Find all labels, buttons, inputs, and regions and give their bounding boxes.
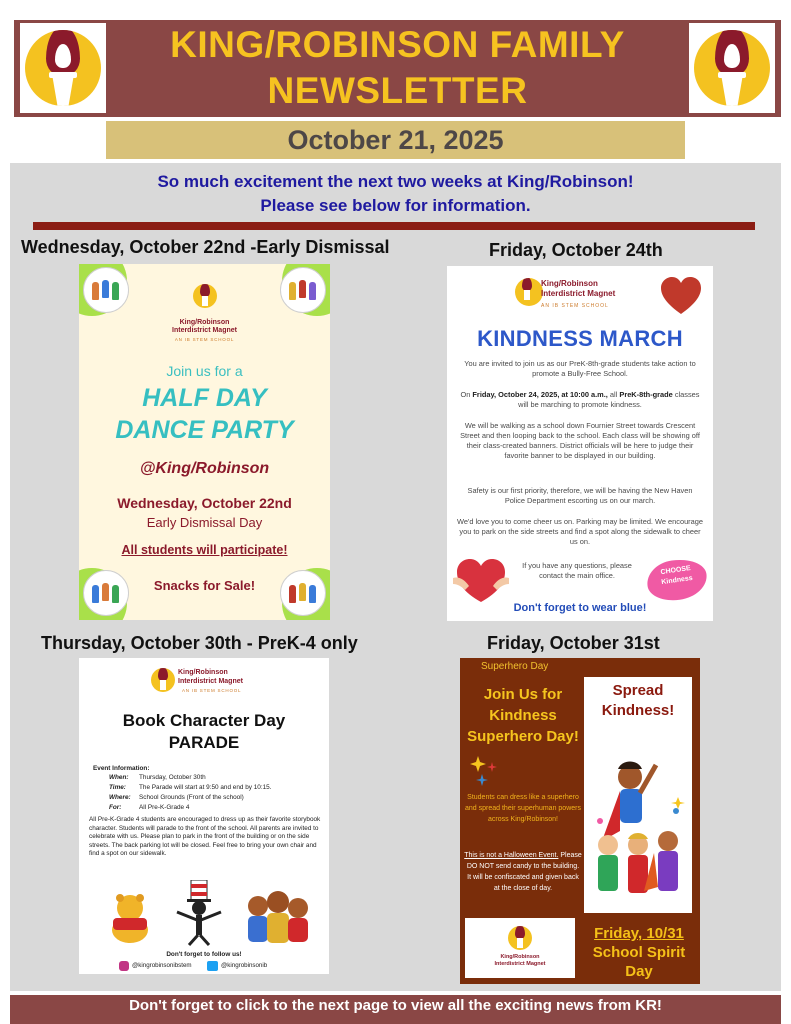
time-value: The Parade will start at 9:50 and end by 10:15.: [139, 784, 272, 791]
flyer-paragraph: You are invited to join us as our PreK-8th-grade students take action to promote a Bully-Free School.: [464, 359, 696, 378]
school-name: King/Robinson Interdistrict Magnet: [172, 319, 237, 334]
spread-kindness-panel: [584, 677, 692, 913]
school-tagline: AN IB STEM SCHOOL: [182, 688, 242, 693]
kindness-march-flyer[interactable]: [447, 266, 713, 621]
hugging-heart-icon: [451, 556, 511, 604]
when-label: When:: [109, 774, 129, 781]
flyer-join-text: Join us for a: [166, 363, 243, 379]
dancing-kids-image: [83, 570, 129, 616]
spread-kindness-text: Spread Kindness!: [601, 682, 675, 719]
school-tagline: AN IB STEM SCHOOL: [541, 303, 609, 309]
flyer-paragraph: On Friday, October 24, 2025, at 10:00 a.m., all PreK-8th-grade classes will be marching to promote kindness.: [460, 390, 700, 409]
heading-oct-31: Friday, October 31st: [487, 633, 660, 653]
section-divider: [33, 222, 755, 230]
school-logo-right: [689, 23, 775, 113]
torch-icon: [25, 30, 101, 106]
school-logo-box: [465, 918, 575, 978]
half-day-dance-party-flyer[interactable]: [79, 264, 330, 620]
next-page-footer[interactable]: Don't forget to click to the next page to view all the exciting news from KR!: [10, 995, 781, 1024]
for-value: All Pre-K-Grade 4: [139, 804, 190, 811]
time-label: Time:: [109, 784, 126, 791]
newsletter-title: KING/ROBINSON FAMILY NEWSLETTER: [170, 24, 625, 111]
heart-icon: [659, 276, 703, 316]
newsletter-date: October 21, 2025: [106, 121, 685, 159]
heading-oct-24: Friday, October 24th: [489, 240, 663, 260]
flyer-tag: Superhero Day: [481, 661, 549, 672]
flyer-title: KINDNESS MARCH: [477, 326, 683, 351]
when-value: Thursday, October 30th: [139, 774, 206, 781]
instagram-handle[interactable]: @kingrobinsonibstem: [132, 962, 192, 969]
flyer-early-dismissal: Early Dismissal Day: [146, 515, 263, 530]
berenstain-bears-image: [244, 888, 314, 944]
flyer-paragraph: If you have any questions, please contact the main office.: [522, 561, 632, 580]
dancing-kids-image: [280, 267, 326, 313]
spirit-day-text: Friday, 10/31 School Spirit Day: [592, 925, 686, 980]
torch-icon: [193, 284, 217, 308]
flyer-date: Wednesday, October 22nd: [117, 495, 292, 511]
torch-icon: [508, 926, 532, 950]
flyer-handle: @King/Robinson: [139, 460, 270, 477]
flyer-title: HALF DAY DANCE PARTY: [115, 384, 294, 444]
event-info-heading: Event Information:: [93, 765, 150, 772]
flyer-paragraph: Safety is our first priority, therefore, we will be having the New Haven Police Department escorting us on our march.: [467, 486, 693, 505]
dancing-kids-image: [83, 267, 129, 313]
flyer-snacks: Snacks for Sale!: [153, 578, 256, 593]
for-label: For:: [109, 804, 122, 811]
newsletter-header: [14, 20, 781, 117]
flyer-title: Join Us for Kindness Superhero Day!: [467, 686, 579, 745]
superhero-description: Students can dress like a superhero and spread their superhuman powers across King/Robinson!: [465, 794, 581, 823]
intro-line-1: So much excitement the next two weeks at King/Robinson!: [157, 172, 634, 191]
school-name: King/Robinson Interdistrict Magnet: [178, 669, 243, 685]
torch-icon: [515, 278, 543, 306]
where-label: Where:: [109, 794, 131, 801]
twitter-icon[interactable]: [207, 961, 218, 971]
superhero-day-flyer[interactable]: [460, 658, 700, 984]
school-name: King/Robinson Interdistrict Magnet: [494, 954, 546, 967]
superhero-kids-image: [588, 741, 688, 909]
heading-oct-22: Wednesday, October 22nd -Early Dismissal: [21, 237, 390, 257]
flyer-paragraph: We'd love you to come cheer us on. Parking may be limited. We encourage you to park on the side streets and find a spot along the sidewalk to cheer us on.: [457, 517, 703, 546]
school-name: King/Robinson Interdistrict Magnet: [541, 279, 616, 298]
flyer-paragraph: We will be walking as a school down Fournier Street towards Crescent Street and then looping back to the school. Each class will be showing off their class-created banners. District officials will be here to judge their favorite banner to be displayed in our building.: [460, 421, 700, 460]
instagram-icon[interactable]: [119, 961, 129, 971]
torch-icon: [694, 30, 770, 106]
heading-oct-30: Thursday, October 30th - PreK-4 only: [41, 633, 358, 653]
intro-text: [10, 170, 781, 218]
school-logo-left: [20, 23, 106, 113]
cat-in-the-hat-image: [171, 880, 227, 946]
intro-line-2: Please see below for information.: [260, 196, 531, 215]
sparkle-icon: [470, 754, 500, 786]
flyer-title: Book Character Day PARADE: [122, 711, 286, 752]
halloween-notice: This is not a Halloween Event. Please DO NOT send candy to the building. It will be confiscated and given back at the close of day.: [464, 852, 582, 892]
book-character-day-flyer[interactable]: [79, 658, 329, 974]
school-tagline: AN IB STEM SCHOOL: [174, 337, 235, 342]
winnie-the-pooh-image: [101, 890, 159, 944]
flyer-wear-blue: Don't forget to wear blue!: [513, 602, 647, 614]
flyer-all-students: All students will participate!: [121, 543, 288, 557]
choose-kindness-badge: CHOOSE Kindness: [645, 556, 710, 604]
follow-us-text: Don't forget to follow us!: [166, 951, 242, 958]
flyer-body: All Pre-K-Grade 4 students are encouraged to dress up as their favorite storybook character. Students will parade to the front of the school. All parents are invited to celebrate with us. Please plan to park in the front of the building or on the side streets. The back parking lot will be closed. Feel free to bring your own chair and find a spot on our sidewalk.: [89, 816, 321, 858]
dancing-kids-image: [280, 570, 326, 616]
where-value: School Grounds (Front of the school): [139, 794, 244, 801]
torch-icon: [151, 668, 175, 692]
twitter-handle[interactable]: @kingrobinsonib: [221, 962, 268, 969]
